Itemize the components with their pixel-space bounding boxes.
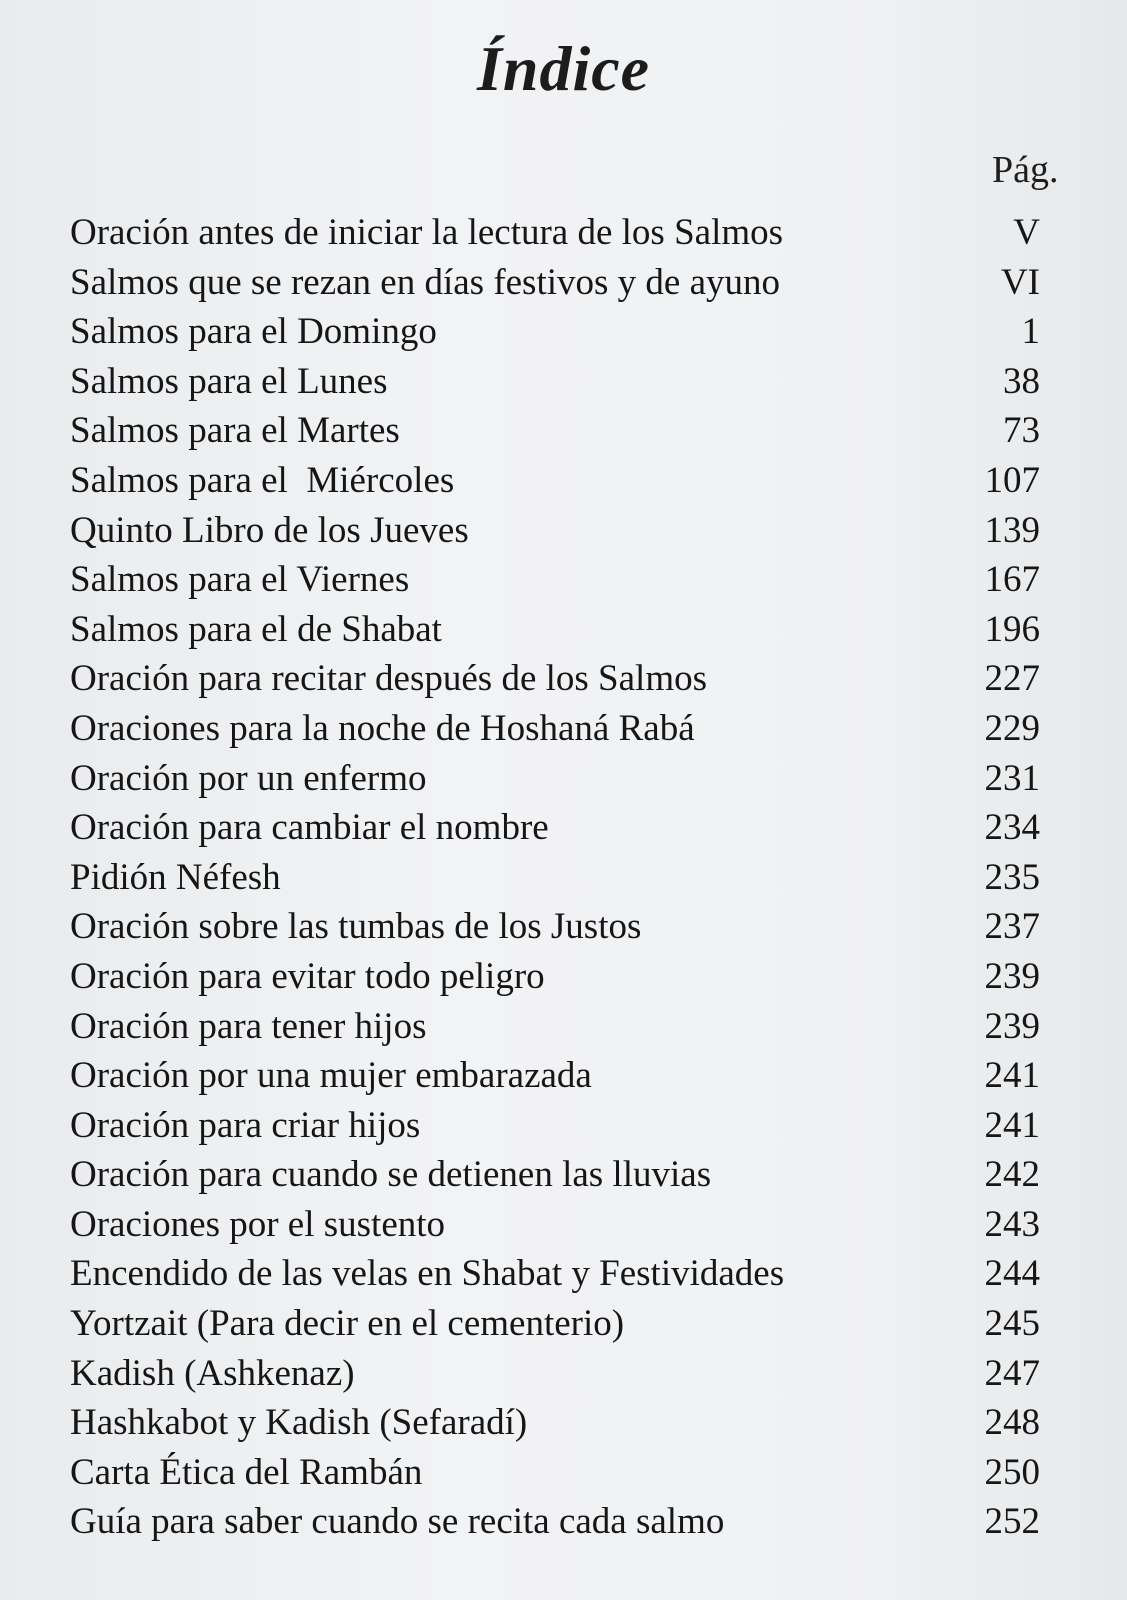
toc-entry-page-number: 1 bbox=[1021, 311, 1040, 353]
toc-entry-page-number: 244 bbox=[984, 1253, 1040, 1295]
toc-entry-page-number: 241 bbox=[984, 1104, 1040, 1146]
toc-entry-label: Pidión Néfesh bbox=[70, 856, 281, 898]
toc-entry-page-number: 237 bbox=[984, 906, 1040, 948]
toc-entry-page-number: 239 bbox=[984, 1005, 1040, 1047]
toc-entry-page-number: V bbox=[1013, 212, 1040, 253]
toc-entry-label: Quinto Libro de los Jueves bbox=[70, 509, 469, 551]
toc-entry-label: Salmos para el Domingo bbox=[70, 311, 437, 353]
toc-entry bbox=[70, 555, 1060, 605]
toc-entry-page-number: 242 bbox=[984, 1154, 1040, 1196]
toc-entry-label: Guía para saber cuando se recita cada salmo bbox=[70, 1501, 725, 1543]
toc-entry bbox=[70, 258, 1060, 308]
toc-entry-label: Oración sobre las tumbas de los Justos bbox=[70, 906, 642, 948]
toc-entry-page-number: 107 bbox=[984, 459, 1040, 501]
toc-entry-page-number: 239 bbox=[984, 955, 1040, 997]
toc-entry-label: Oración para recitar después de los Salmos bbox=[70, 658, 708, 700]
toc-entry bbox=[70, 952, 1060, 1002]
toc-entry-page-number: VI bbox=[1000, 261, 1040, 303]
toc-entry bbox=[70, 605, 1060, 655]
toc-entry-label: Oración para tener hijos bbox=[70, 1005, 427, 1047]
toc-entry bbox=[70, 654, 1060, 704]
toc-entry-label: Oración para criar hijos bbox=[70, 1104, 421, 1146]
toc-entry-label: Oraciones por el sustento bbox=[70, 1203, 446, 1245]
page-title: Índice bbox=[476, 33, 651, 104]
toc-entry bbox=[70, 1349, 1060, 1399]
toc-entry-label: Salmos para el Lunes bbox=[70, 360, 388, 402]
toc-entry bbox=[70, 307, 1060, 357]
toc-entry-label: Salmos para el Miércoles bbox=[70, 459, 455, 501]
toc-entry bbox=[70, 1249, 1060, 1299]
toc-entry bbox=[70, 406, 1060, 456]
toc-entry bbox=[70, 1002, 1060, 1052]
toc-entry-page-number: 245 bbox=[984, 1303, 1040, 1345]
toc-entry bbox=[70, 1398, 1060, 1448]
toc-entry bbox=[70, 1200, 1060, 1250]
toc-entry-page-number: 229 bbox=[984, 707, 1040, 749]
toc-entry-label: Yortzait (Para decir en el cementerio) bbox=[70, 1303, 625, 1345]
toc-entry-label: Salmos para el de Shabat bbox=[70, 608, 442, 650]
toc-entry-label: Oración antes de iniciar la lectura de los Salmos bbox=[70, 212, 784, 253]
toc-entry bbox=[70, 803, 1060, 853]
toc-entry-page-number: 73 bbox=[1003, 410, 1040, 452]
toc-entry-label: Kadish (Ashkenaz) bbox=[70, 1352, 355, 1394]
toc-entry-page-number: 243 bbox=[984, 1203, 1040, 1245]
toc-entry bbox=[70, 1150, 1060, 1200]
toc-entry-label: Oración por una mujer embarazada bbox=[70, 1055, 592, 1097]
toc-entry-label: Salmos para el Viernes bbox=[70, 559, 410, 601]
toc-entry-label: Oración por un enfermo bbox=[70, 757, 427, 799]
toc-entry bbox=[70, 208, 1060, 258]
toc-entry-page-number: 196 bbox=[984, 608, 1040, 650]
toc-entry bbox=[70, 853, 1060, 903]
toc-entry-page-number: 241 bbox=[984, 1055, 1040, 1097]
toc-entry bbox=[70, 902, 1060, 952]
toc-entry bbox=[70, 1051, 1060, 1101]
toc-entry-page-number: 234 bbox=[984, 807, 1040, 849]
toc-entry-label: Encendido de las velas en Shabat y Festividades bbox=[70, 1253, 785, 1295]
toc-entry-page-number: 252 bbox=[984, 1501, 1040, 1543]
toc-entry bbox=[70, 456, 1060, 506]
toc-entry-label: Carta Ética del Rambán bbox=[70, 1451, 423, 1493]
toc-entry bbox=[70, 704, 1060, 754]
toc-entry-label: Oración para cuando se detienen las lluvias bbox=[70, 1154, 712, 1196]
toc-entry-label: Oración para cambiar el nombre bbox=[70, 807, 549, 849]
toc-entry bbox=[70, 1299, 1060, 1349]
toc-entry bbox=[70, 1497, 1060, 1547]
table-of-contents bbox=[70, 208, 1060, 1547]
toc-entry-label: Oraciones para la noche de Hoshaná Rabá bbox=[70, 707, 695, 749]
toc-entry-page-number: 235 bbox=[984, 856, 1040, 898]
toc-entry-label: Hashkabot y Kadish (Sefaradí) bbox=[70, 1402, 528, 1444]
page-column-header: Pág. bbox=[992, 149, 1059, 191]
toc-entry-page-number: 248 bbox=[984, 1402, 1040, 1444]
toc-entry-page-number: 231 bbox=[984, 757, 1040, 799]
toc-entry-page-number: 139 bbox=[984, 509, 1040, 551]
toc-entry-page-number: 227 bbox=[984, 658, 1040, 700]
toc-entry bbox=[70, 1448, 1060, 1498]
toc-entry-page-number: 38 bbox=[1003, 360, 1040, 402]
toc-entry-page-number: 250 bbox=[984, 1451, 1040, 1493]
toc-entry bbox=[70, 506, 1060, 556]
toc-entry-page-number: 167 bbox=[984, 559, 1040, 601]
toc-entry bbox=[70, 754, 1060, 804]
toc-entry bbox=[70, 1101, 1060, 1151]
toc-entry-label: Salmos que se rezan en días festivos y de ayuno bbox=[70, 261, 781, 303]
toc-entry bbox=[70, 357, 1060, 407]
toc-entry-label: Oración para evitar todo peligro bbox=[70, 955, 545, 997]
toc-entry-label: Salmos para el Martes bbox=[70, 410, 400, 452]
toc-entry-page-number: 247 bbox=[984, 1352, 1040, 1394]
